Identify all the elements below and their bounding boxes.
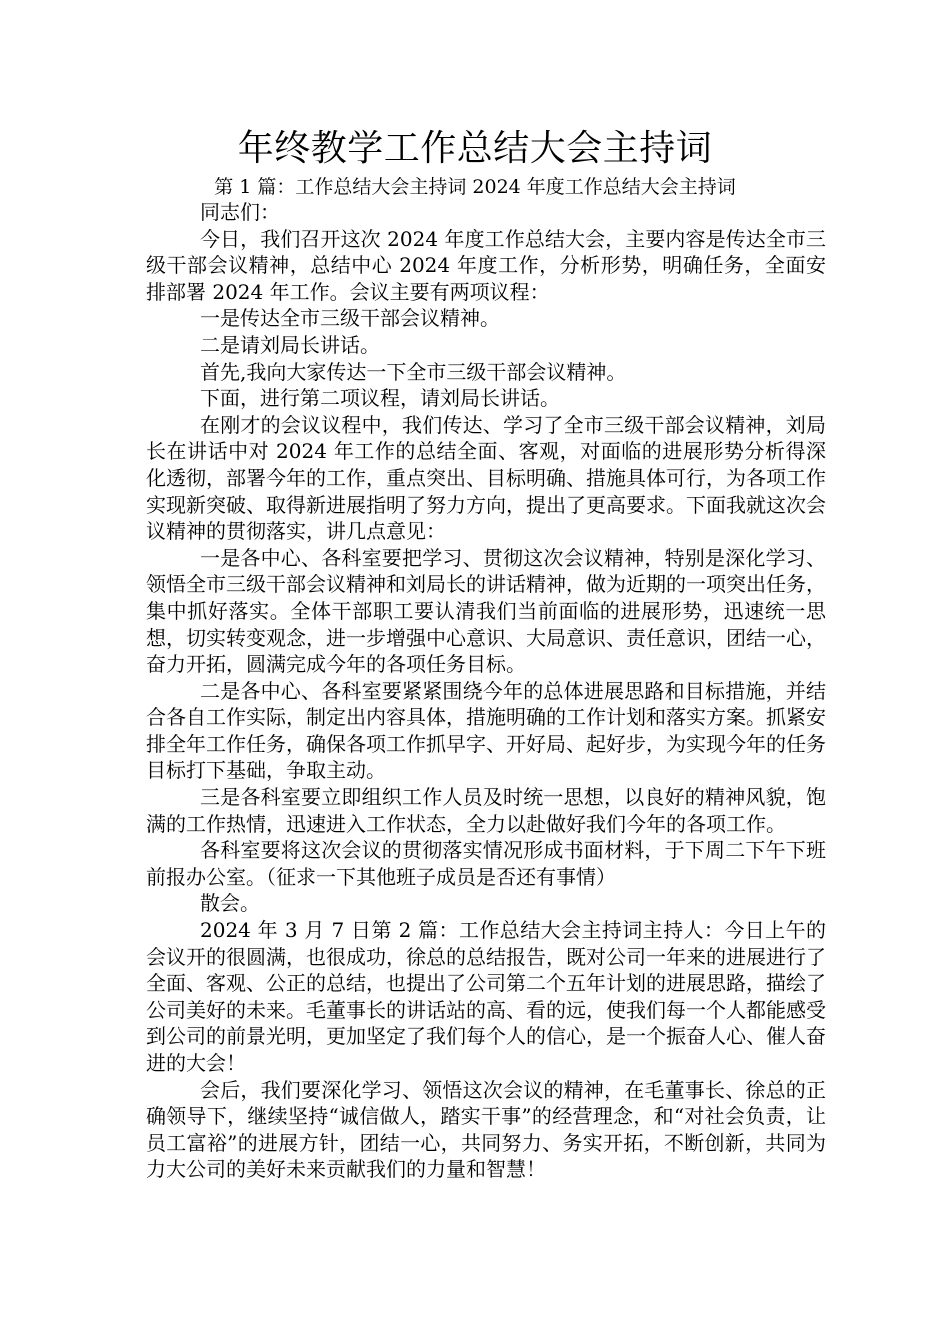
body-paragraph: 下面，进行第二项议程，请刘局长讲话。 — [200, 386, 560, 411]
agenda-item: 二是请刘局长讲话。 — [200, 332, 380, 357]
greeting-paragraph: 同志们： — [200, 200, 280, 224]
body-paragraph: 2024 年 3 月 7 日第 2 篇：工作总结大会主持词主持人：今日上午的会议开的很圆满，也很成功，徐总的总结报告，既对公司一年来的进展进行了全面、客观、公正的总结，也提出了公司第二个五年计划的进展思路，描绘了公司美好的未来。毛董事长的讲话站的高、看的远，使我们每一个人都能感受到公司的前景光明，更加坚定了我们每个人的信心，是一个振奋人心、催人奋进的大会！ — [146, 918, 826, 1075]
closing-line: 散会。 — [200, 891, 260, 916]
document-body — [146, 199, 826, 1183]
body-paragraph: 今日，我们召开这次 2024 年度工作总结大会，主要内容是传达全市三级干部会议精神，总结中心 2024 年度工作，分析形势，明确任务，全面安排部署 2024 年工作。会议主要有两项议程： — [146, 226, 826, 304]
body-paragraph: 一是各中心、各科室要把学习、贯彻这次会议精神，特别是深化学习、领悟全市三级干部会议精神和刘局长的讲话精神，做为近期的一项突出任务，集中抓好落实。全体干部职工要认清我们当前面临的进展形势，迅速统一思想，切实转变观念，进一步增强中心意识、大局意识、责任意识，团结一心，奋力开拓，圆满完成今年的各项任务目标。 — [146, 545, 826, 677]
body-paragraph: 三是各科室要立即组织工作人员及时统一思想，以良好的精神风貌，饱满的工作热情，迅速进入工作状态，全力以赴做好我们今年的各项工作。 — [146, 785, 826, 836]
body-paragraph: 各科室要将这次会议的贯彻落实情况形成书面材料，于下周二下午下班前报办公室。（征求一下其他班子成员是否还有事情） — [146, 838, 826, 889]
body-paragraph: 在刚才的会议议程中，我们传达、学习了全市三级干部会议精神，刘局长在讲话中对 2024 年工作的总结全面、客观，对面临的进展形势分析得深化透彻，部署今年的工作，重点突出、目标明确、措施具体可行，为各项工作实现新突破、取得新进展指明了努力方向，提出了更高要求。下面我就这次会议精神的贯彻落实，讲几点意见： — [146, 412, 826, 544]
document-title: 年终教学工作总结大会主持词 — [237, 128, 713, 169]
agenda-item: 一是传达全市三级干部会议精神。 — [200, 306, 500, 331]
document-subtitle: 第 1 篇：工作总结大会主持词 2024 年度工作总结大会主持词 — [214, 176, 736, 198]
body-paragraph: 会后，我们要深化学习、领悟这次会议的精神，在毛董事长、徐总的正确领导下，继续坚持“诚信做人，踏实干事”的经营理念，和“对社会负责，让员工富裕”的进展方针，团结一心，共同努力、务实开拓，不断创新，共同为力大公司的美好未来贡献我们的力量和智慧！ — [146, 1077, 826, 1182]
body-paragraph: 首先,我向大家传达一下全市三级干部会议精神。 — [200, 359, 627, 384]
body-paragraph: 二是各中心、各科室要紧紧围绕今年的总体进展思路和目标措施，并结合各自工作实际，制定出内容具体，措施明确的工作计划和落实方案。抓紧安排全年工作任务，确保各项工作抓早字、开好局、起好步，为实现今年的任务目标打下基础，争取主动。 — [146, 678, 826, 783]
